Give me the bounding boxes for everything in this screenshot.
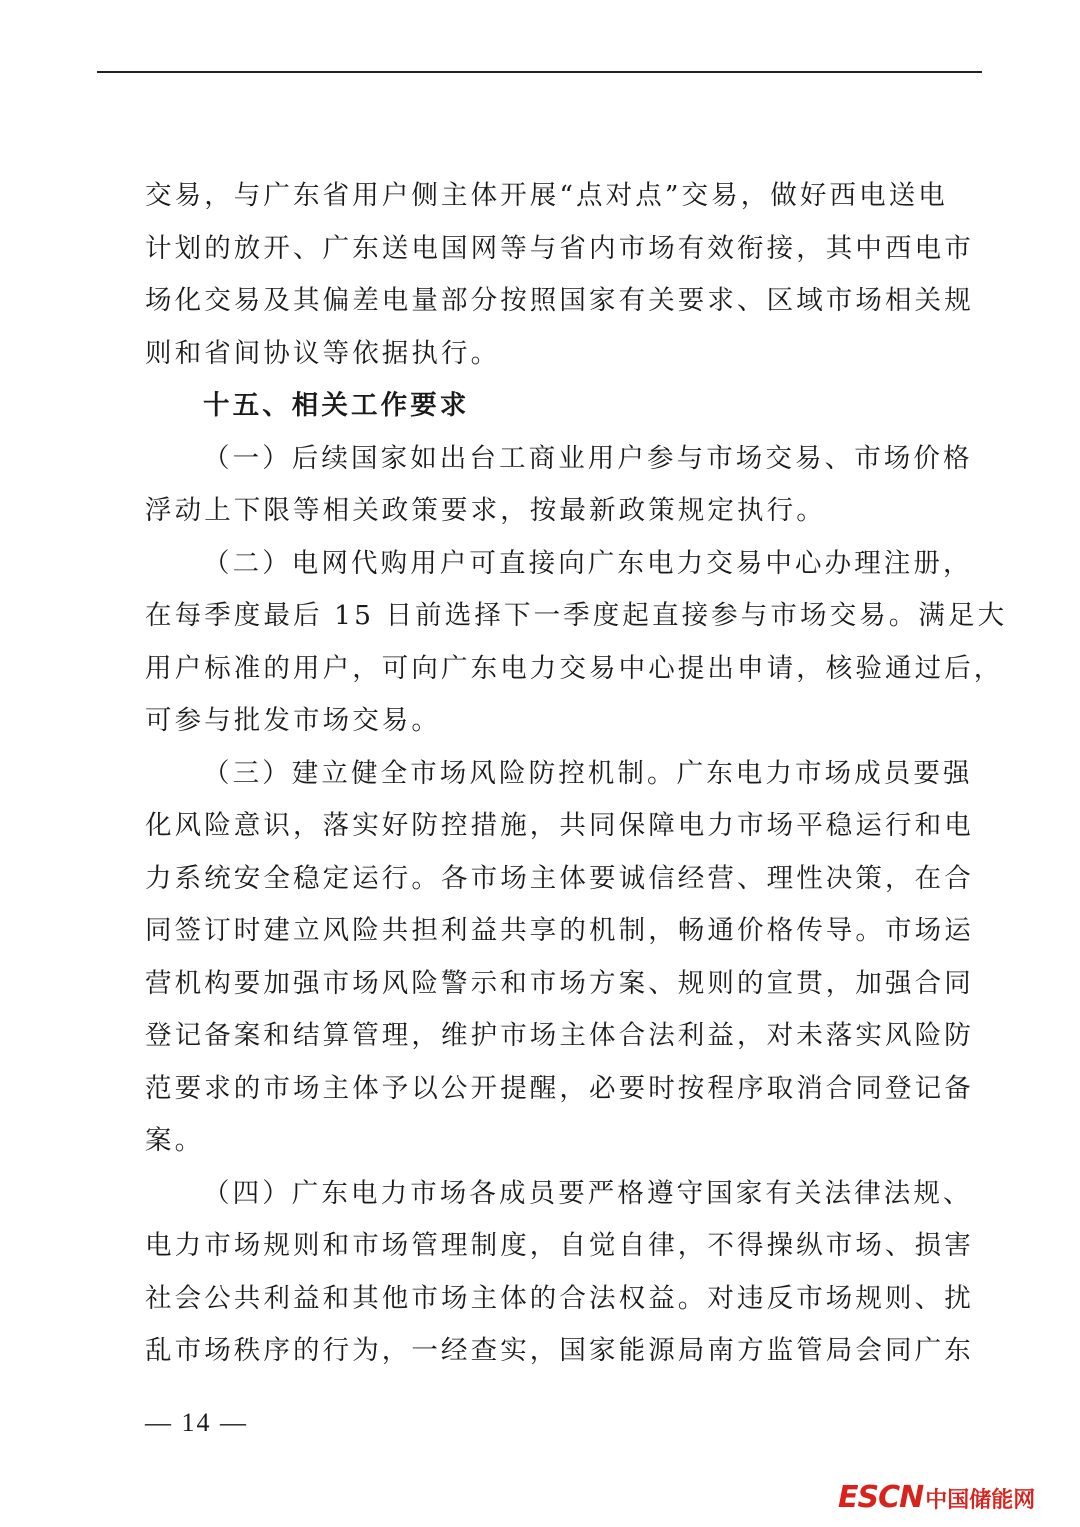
paragraph-line: 则和省间协议等依据执行。 [145, 337, 501, 369]
page-number: — 14 — [145, 1408, 248, 1437]
escn-watermark-logo [838, 1478, 1035, 1518]
paragraph-line: 用户标准的用户，可向广东电力交易中心提出申请，核验通过后， [145, 652, 1004, 684]
paragraph-line: 同签订时建立风险共担利益共享的机制，畅通价格传导。市场运 [145, 915, 974, 946]
paragraph-line: 登记备案和结算管理，维护市场主体合法利益，对未落实风险防 [145, 1020, 974, 1051]
paragraph-line: 在每季度最后 15 日前选择下一季度起直接参与市场交易。满足大 [145, 600, 1008, 631]
paragraph-line: 交易，与广东省用户侧主体开展“点对点”交易，做好西电送电 [145, 180, 948, 211]
paragraph-line: 浮动上下限等相关政策要求，按最新政策规定执行。 [145, 495, 826, 526]
paragraph-line: （四）广东电力市场各成员要严格遵守国家有关法律法规、 [203, 1177, 973, 1209]
paragraph-line: 范要求的市场主体予以公开提醒，必要时按程序取消合同登记备 [145, 1072, 974, 1104]
paragraph-line: （三）建立健全市场风险防控机制。广东电力市场成员要强 [203, 757, 973, 789]
paragraph-line: 案。 [145, 1125, 205, 1156]
paragraph-line: （二）电网代购用户可直接向广东电力交易中心办理注册， [203, 547, 973, 579]
paragraph-line: 可参与批发市场交易。 [145, 705, 441, 736]
paragraph-line: 场化交易及其偏差电量部分按照国家有关要求、区域市场相关规 [145, 285, 974, 316]
paragraph-line: （一）后续国家如出台工商业用户参与市场交易、市场价格 [203, 442, 973, 474]
paragraph-line: 乱市场秩序的行为，一经查实，国家能源局南方监管局会同广东 [145, 1335, 974, 1366]
document-body [145, 170, 1008, 1378]
section-heading: 十五、相关工作要求 [203, 390, 470, 421]
paragraph-line: 计划的放开、广东送电国网等与省内市场有效衔接，其中西电市 [145, 232, 974, 264]
paragraph-line: 力系统安全稳定运行。各市场主体要诚信经营、理性决策，在合 [145, 862, 974, 894]
paragraph-line: 化风险意识，落实好防控措施，共同保障电力市场平稳运行和电 [145, 810, 974, 841]
paragraph-line: 营机构要加强市场风险警示和市场方案、规则的宣贯，加强合同 [145, 967, 974, 999]
watermark-name: 中国储能网 [925, 1488, 1036, 1513]
paragraph-line: 社会公共利益和其他市场主体的合法权益。对违反市场规则、扰 [145, 1282, 974, 1314]
header-rule [97, 71, 982, 73]
watermark-brand: ESCN [838, 1480, 924, 1515]
paragraph-line: 电力市场规则和市场管理制度，自觉自律，不得操纵市场、损害 [145, 1230, 974, 1261]
